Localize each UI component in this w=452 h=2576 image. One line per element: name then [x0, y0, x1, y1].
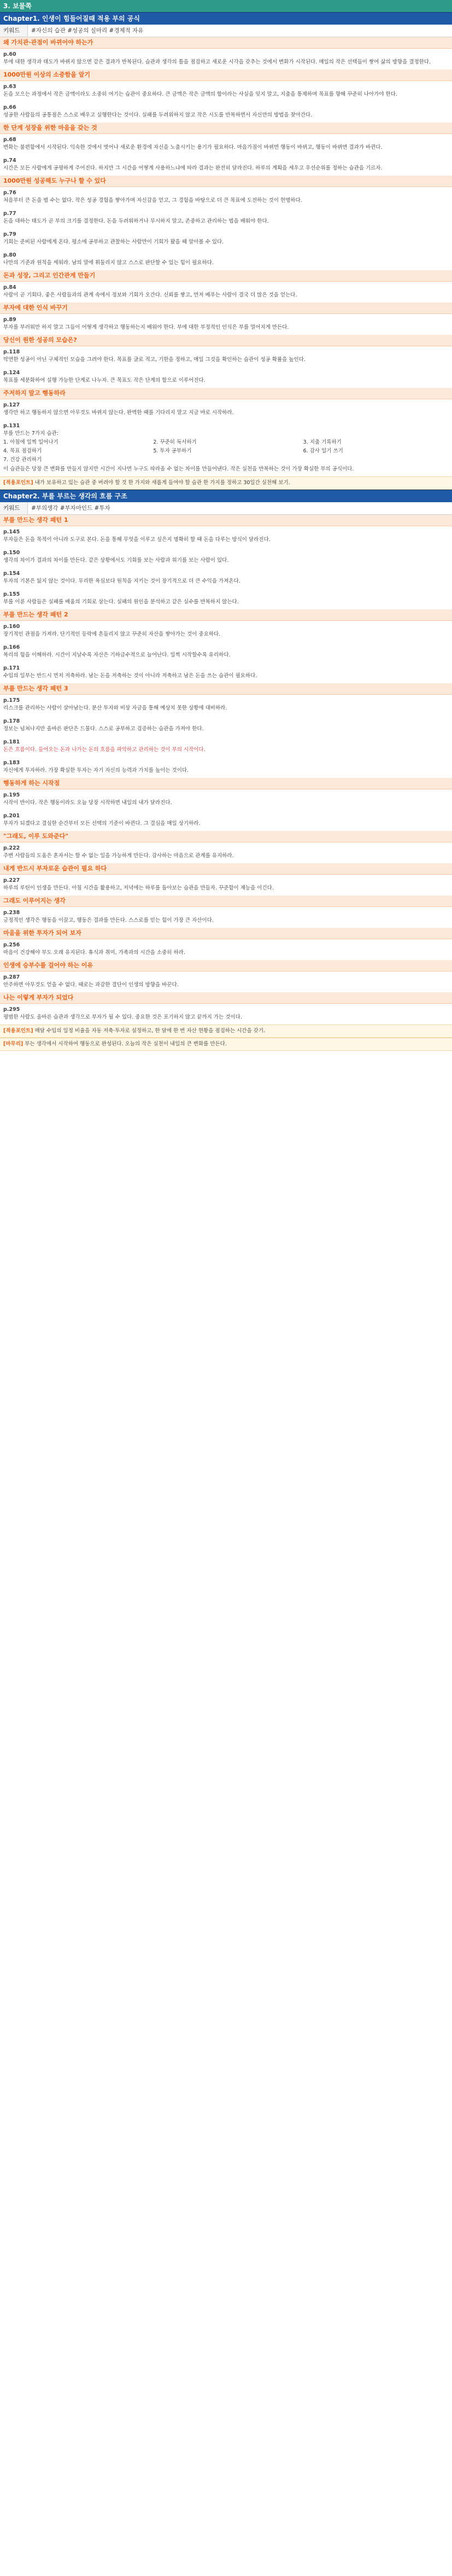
page-number: p.79 — [3, 231, 16, 237]
memo-text: 내가 보유하고 있는 습관 중 버려야 할 것 한 가지와 새롭게 들여야 할 습관 한 가지를 정하고 30일간 실천해 보기. — [34, 480, 290, 486]
section-heading: 부자에 대한 인식 바꾸기 — [0, 303, 452, 314]
page-number: p.63 — [3, 84, 16, 90]
note-text: 생각만 하고 행동하지 않으면 아무것도 바뀌지 않는다. 완벽한 때를 기다리지 말고 지금 바로 시작하라. — [3, 410, 234, 416]
section-heading: 당신이 원한 성공의 모습은? — [0, 335, 452, 346]
note-text: 부자가 되겠다고 결심한 순간부터 모든 선택의 기준이 바뀐다. 그 결심을 매일 상기하라. — [3, 821, 201, 827]
note-block — [0, 526, 452, 547]
note-text: 부자들은 돈을 목적이 아니라 도구로 본다. 돈을 통해 무엇을 이루고 싶은지 명확히 할 때 돈을 다루는 방식이 달라진다. — [3, 537, 271, 543]
chapter1-body — [0, 37, 452, 420]
note-text: 사람이 곧 기회다. 좋은 사람들과의 관계 속에서 정보와 기회가 오간다. 신뢰를 쌓고, 먼저 베푸는 사람이 결국 더 많은 것을 얻는다. — [3, 292, 297, 298]
note-text: 주변 사람들의 도움은 혼자서는 할 수 없는 일을 가능하게 만든다. 감사하는 마음으로 관계를 유지하라. — [3, 853, 234, 859]
page-number: p.238 — [3, 910, 20, 916]
note-block — [0, 972, 452, 992]
habit-list-item: 4. 목표 점검하기 — [3, 448, 42, 454]
note-text: 돈은 흐름이다. 들어오는 돈과 나가는 돈의 흐름을 파악하고 관리하는 것이 부의 시작이다. — [3, 747, 206, 753]
page-number: p.89 — [3, 317, 16, 323]
habit-list — [3, 439, 449, 464]
section-heading: 한 단계 성장을 위한 마음을 갖는 것 — [0, 123, 452, 134]
note-block — [0, 49, 452, 69]
section-heading: 부를 만드는 생각 패턴 1 — [0, 515, 452, 526]
note-block — [0, 875, 452, 896]
note-block — [0, 102, 452, 123]
note-block — [0, 716, 452, 736]
note-block — [0, 1004, 452, 1025]
note-text: 성공한 사람들의 공통점은 스스로 배우고 실행한다는 것이다. 실패를 두려워하지 않고 작은 시도를 반복하면서 자신만의 방법을 찾아간다. — [3, 112, 313, 118]
note-block — [0, 367, 452, 388]
page-number: p.181 — [3, 739, 20, 745]
page-number: p.175 — [3, 697, 20, 703]
page-number: p.201 — [3, 813, 20, 819]
habit-list-item: 3. 지출 기록하기 — [303, 439, 342, 445]
note-text: 나만의 기준과 원칙을 세워라. 남의 말에 휘둘리지 않고 스스로 판단할 수 있는 힘이 필요하다. — [3, 260, 214, 266]
note-block — [0, 736, 452, 757]
note-block — [0, 346, 452, 367]
page-number: p.183 — [3, 760, 20, 766]
section-bar: 3. 보물쪽 — [0, 0, 452, 12]
note-block — [0, 249, 452, 270]
note-text: 자신에게 투자하라. 가장 확실한 투자는 자기 자신의 능력과 가치를 높이는 것이다. — [3, 767, 189, 774]
page-number: p.154 — [3, 571, 20, 577]
note-block — [0, 789, 452, 810]
page-number: p.160 — [3, 624, 20, 630]
note-block — [0, 621, 452, 642]
note-block — [0, 399, 452, 420]
note-text: 목표를 세분화하여 실행 가능한 단계로 나누자. 큰 목표도 작은 단계의 합으로 이루어진다. — [3, 377, 206, 383]
note-block — [0, 155, 452, 176]
note-text: 평범한 사람도 올바른 습관과 생각으로 부자가 될 수 있다. 중요한 것은 포기하지 않고 끝까지 가는 것이다. — [3, 1014, 242, 1020]
note-text: 투자의 기본은 잃지 않는 것이다. 무리한 욕심보다 원칙을 지키는 것이 장기적으로 더 큰 수익을 가져온다. — [3, 578, 240, 584]
section-heading: 인생에 승부수를 걸어야 하는 이유 — [0, 960, 452, 972]
section-heading: 부를 만드는 생각 패턴 3 — [0, 683, 452, 695]
note-text: 변화는 불편함에서 시작된다. 익숙한 것에서 벗어나 새로운 환경에 자신을 노출시키는 용기가 필요하다. 마음가짐이 바뀌면 행동이 바뀌고, 행동이 바뀌면 결과가 바뀐다. — [3, 144, 383, 150]
page-number: p.80 — [3, 252, 16, 258]
note-block — [0, 134, 452, 155]
page-number: p.145 — [3, 529, 20, 535]
note-text: 부를 이룬 사람들은 실패를 배움의 기회로 삼는다. 실패의 원인을 분석하고 같은 실수를 반복하지 않는다. — [3, 599, 239, 605]
note-block — [0, 187, 452, 208]
page-number: p.150 — [3, 550, 20, 556]
note-block — [0, 314, 452, 335]
note-text: 기회는 준비된 사람에게 온다. 평소에 공부하고 관찰하는 사람만이 기회가 왔을 때 알아볼 수 있다. — [3, 239, 224, 245]
note-text: 처음부터 큰 돈을 벌 수는 없다. 작은 성공 경험을 쌓아가며 자신감을 얻고, 그 경험을 바탕으로 더 큰 목표에 도전하는 것이 현명하다. — [3, 197, 302, 203]
page-number: p.131 — [3, 423, 20, 429]
memo-text: 부는 생각에서 시작하여 행동으로 완성된다. 오늘의 작은 실천이 내일의 큰 변화를 만든다. — [25, 1041, 227, 1047]
page-number: p.66 — [3, 104, 16, 111]
memo-label: [적용포인트] — [3, 1028, 33, 1034]
memo-label: [적용포인트] — [3, 480, 33, 486]
note-text: 수입의 일부는 반드시 먼저 저축하라. 남는 돈을 저축하는 것이 아니라 저축하고 남은 돈을 쓰는 습관이 필요하다. — [3, 673, 257, 679]
note-block — [0, 589, 452, 609]
note-block — [0, 662, 452, 683]
page-number: p.166 — [3, 644, 20, 650]
section-heading: "그래도, 이루 도와준다" — [0, 831, 452, 842]
note-block — [0, 695, 452, 716]
chapter2-bar: Chapter2. 부를 부르는 생각의 흐름 구조 — [0, 490, 452, 502]
note-block — [0, 939, 452, 960]
page-number: p.118 — [3, 349, 20, 355]
page-number: p.295 — [3, 1007, 20, 1013]
page-number: p.195 — [3, 792, 20, 798]
note-text: 안주하면 아무것도 얻을 수 없다. 때로는 과감한 결단이 인생의 방향을 바꾼다. — [3, 982, 179, 988]
habit-list-item: 2. 꾸준히 독서하기 — [153, 439, 197, 445]
note-block — [0, 642, 452, 662]
section-heading: 행동하게 하는 시작점 — [0, 778, 452, 789]
keyword-row — [0, 25, 452, 37]
note-text: 장기적인 관점을 가져라. 단기적인 등락에 흔들리지 않고 꾸준히 자산을 쌓아가는 것이 중요하다. — [3, 631, 221, 637]
note-text: 긍정적인 생각은 행동을 이끌고, 행동은 결과를 만든다. 스스로를 믿는 힘이 가장 큰 자산이다. — [3, 917, 214, 923]
note-text: 정보는 넘쳐나지만 올바른 판단은 드물다. 스스로 공부하고 검증하는 습관을 가져야 한다. — [3, 726, 204, 732]
section-heading: 부를 만드는 생각 패턴 2 — [0, 609, 452, 621]
note-text: 리스크를 관리하는 사람이 살아남는다. 분산 투자와 비상 자금을 통해 예상치 못한 상황에 대비하라. — [3, 705, 227, 711]
note-block — [0, 842, 452, 863]
keyword-value: #부의생각 #부자마인드 #투자 — [31, 505, 110, 511]
note-block — [0, 208, 452, 229]
note-block — [0, 757, 452, 778]
page-number: p.227 — [3, 877, 20, 883]
memo-apply-2 — [0, 1025, 452, 1038]
section-heading: 주저하지 말고 행동하라 — [0, 388, 452, 399]
memo-label: [마무리] — [3, 1041, 24, 1047]
note-block — [0, 282, 452, 303]
section-heading: 마음을 위한 투자가 되어 보자 — [0, 928, 452, 939]
section-heading: 1000만원 성공해도 누구나 할 수 있다 — [0, 176, 452, 187]
habit-list-intro: 부를 만드는 7가지 습관: — [3, 431, 58, 437]
page-number: p.60 — [3, 51, 16, 57]
note-text: 시작이 반이다. 작은 행동이라도 오늘 당장 시작하면 내일의 내가 달라진다. — [3, 800, 172, 806]
note-text: 복리의 힘을 이해하라. 시간이 지날수록 자산은 기하급수적으로 늘어난다. 일찍 시작할수록 유리하다. — [3, 652, 231, 658]
page-number: p.287 — [3, 974, 20, 980]
section-heading: 그래도 이루어지는 생각 — [0, 896, 452, 907]
page-number: p.77 — [3, 211, 16, 217]
chapter2-body — [0, 515, 452, 1025]
section-heading: 1000만원 이상의 소중함을 알기 — [0, 69, 452, 81]
page-number: p.76 — [3, 190, 16, 196]
page-number: p.74 — [3, 158, 16, 164]
keyword-row-2 — [0, 502, 452, 515]
habit-list-block — [0, 420, 452, 476]
note-text: 돈을 대하는 태도가 곧 부의 크기를 결정한다. 돈을 두려워하거나 무시하지 말고, 존중하고 관리하는 법을 배워야 한다. — [3, 218, 269, 224]
page-number: p.127 — [3, 402, 20, 408]
page-number: p.256 — [3, 942, 20, 948]
keyword-label: 키워드 — [0, 502, 28, 514]
section-heading: 왜 가치관·관점이 바뀌어야 하는가 — [0, 37, 452, 49]
keyword-label: 키워드 — [0, 25, 28, 37]
page-number: p.178 — [3, 718, 20, 724]
memo-apply-1 — [0, 476, 452, 490]
page-number: p.68 — [3, 137, 16, 143]
note-text: 시간은 모든 사람에게 공평하게 주어진다. 하지만 그 시간을 어떻게 사용하느냐에 따라 결과는 완전히 달라진다. 하루의 계획을 세우고 우선순위를 정하는 습관을 기르자. — [3, 165, 383, 171]
section-heading: 돈과 성장, 그리고 인간관계 만들기 — [0, 270, 452, 282]
page-number: p.171 — [3, 665, 20, 671]
note-block — [0, 229, 452, 249]
habit-list-item: 6. 감사 일기 쓰기 — [303, 448, 343, 454]
habit-list-item: 1. 아침에 일찍 일어나기 — [3, 439, 58, 445]
note-block — [0, 810, 452, 831]
page-number: p.155 — [3, 591, 20, 597]
note-text: 생각의 차이가 결과의 차이를 만든다. 같은 상황에서도 기회를 보는 사람과 위기를 보는 사람이 있다. — [3, 557, 229, 563]
note-text: 돈을 모으는 과정에서 작은 금액이라도 소중히 여기는 습관이 중요하다. 큰 금액은 작은 금액의 합이라는 사실을 잊지 말고, 지출을 통제하며 목표를 향해 꾸준히 나아가야 한다. — [3, 91, 397, 97]
note-block — [0, 568, 452, 589]
chapter1-bar: Chapter1. 인생이 힘들어질때 적용 부의 공식 — [0, 12, 452, 25]
section-heading: 나는 이렇게 부자가 되었다 — [0, 992, 452, 1004]
page-number: p.222 — [3, 845, 20, 851]
page-number: p.124 — [3, 370, 20, 376]
note-block — [0, 547, 452, 568]
section-heading: 내게 반드시 부자로운 습관이 필요 하다 — [0, 863, 452, 875]
memo-text: 매달 수입의 일정 비율을 자동 저축·투자로 설정하고, 한 달에 한 번 자산 현황을 점검하는 시간을 갖기. — [34, 1028, 266, 1034]
page-number: p.84 — [3, 284, 16, 290]
note-text: 막연한 성공이 아닌 구체적인 모습을 그려야 한다. 목표를 글로 적고, 기한을 정하고, 매일 그것을 확인하는 습관이 성공 확률을 높인다. — [3, 357, 306, 363]
note-text: 부자를 부러워만 하지 말고 그들이 어떻게 생각하고 행동하는지 배워야 한다. 부에 대한 부정적인 인식은 부를 멀어지게 만든다. — [3, 324, 289, 330]
note-text: 하루의 루틴이 인생을 만든다. 아침 시간을 활용하고, 저녁에는 하루를 돌아보는 습관을 만들자. 꾸준함이 재능을 이긴다. — [3, 885, 274, 891]
habit-list-item: 7. 건강 관리하기 — [3, 457, 42, 463]
memo-closing — [0, 1038, 452, 1051]
note-block — [0, 907, 452, 928]
keyword-value: #자신의 습관 #성공의 실마리 #경제적 자유 — [31, 27, 144, 34]
habit-list-tail: 이 습관들은 당장 큰 변화를 만들지 않지만 시간이 지나면 누구도 따라올 수 없는 차이를 만들어낸다. 작은 실천을 반복하는 것이 가장 확실한 부의 공식이다. — [3, 466, 354, 472]
note-text: 마음이 건강해야 부도 오래 유지된다. 휴식과 취미, 가족과의 시간을 소중히 하라. — [3, 950, 185, 956]
note-block — [0, 81, 452, 102]
note-text: 부에 대한 생각과 태도가 바뀌지 않으면 같은 결과가 반복된다. 습관과 생각의 틀을 점검하고 새로운 시각을 갖추는 것에서 변화가 시작된다. 매일의 작은 선택들이 쌓여 삶의 방향을 결정한다. — [3, 59, 431, 65]
habit-list-item: 5. 투자 공부하기 — [153, 448, 192, 454]
